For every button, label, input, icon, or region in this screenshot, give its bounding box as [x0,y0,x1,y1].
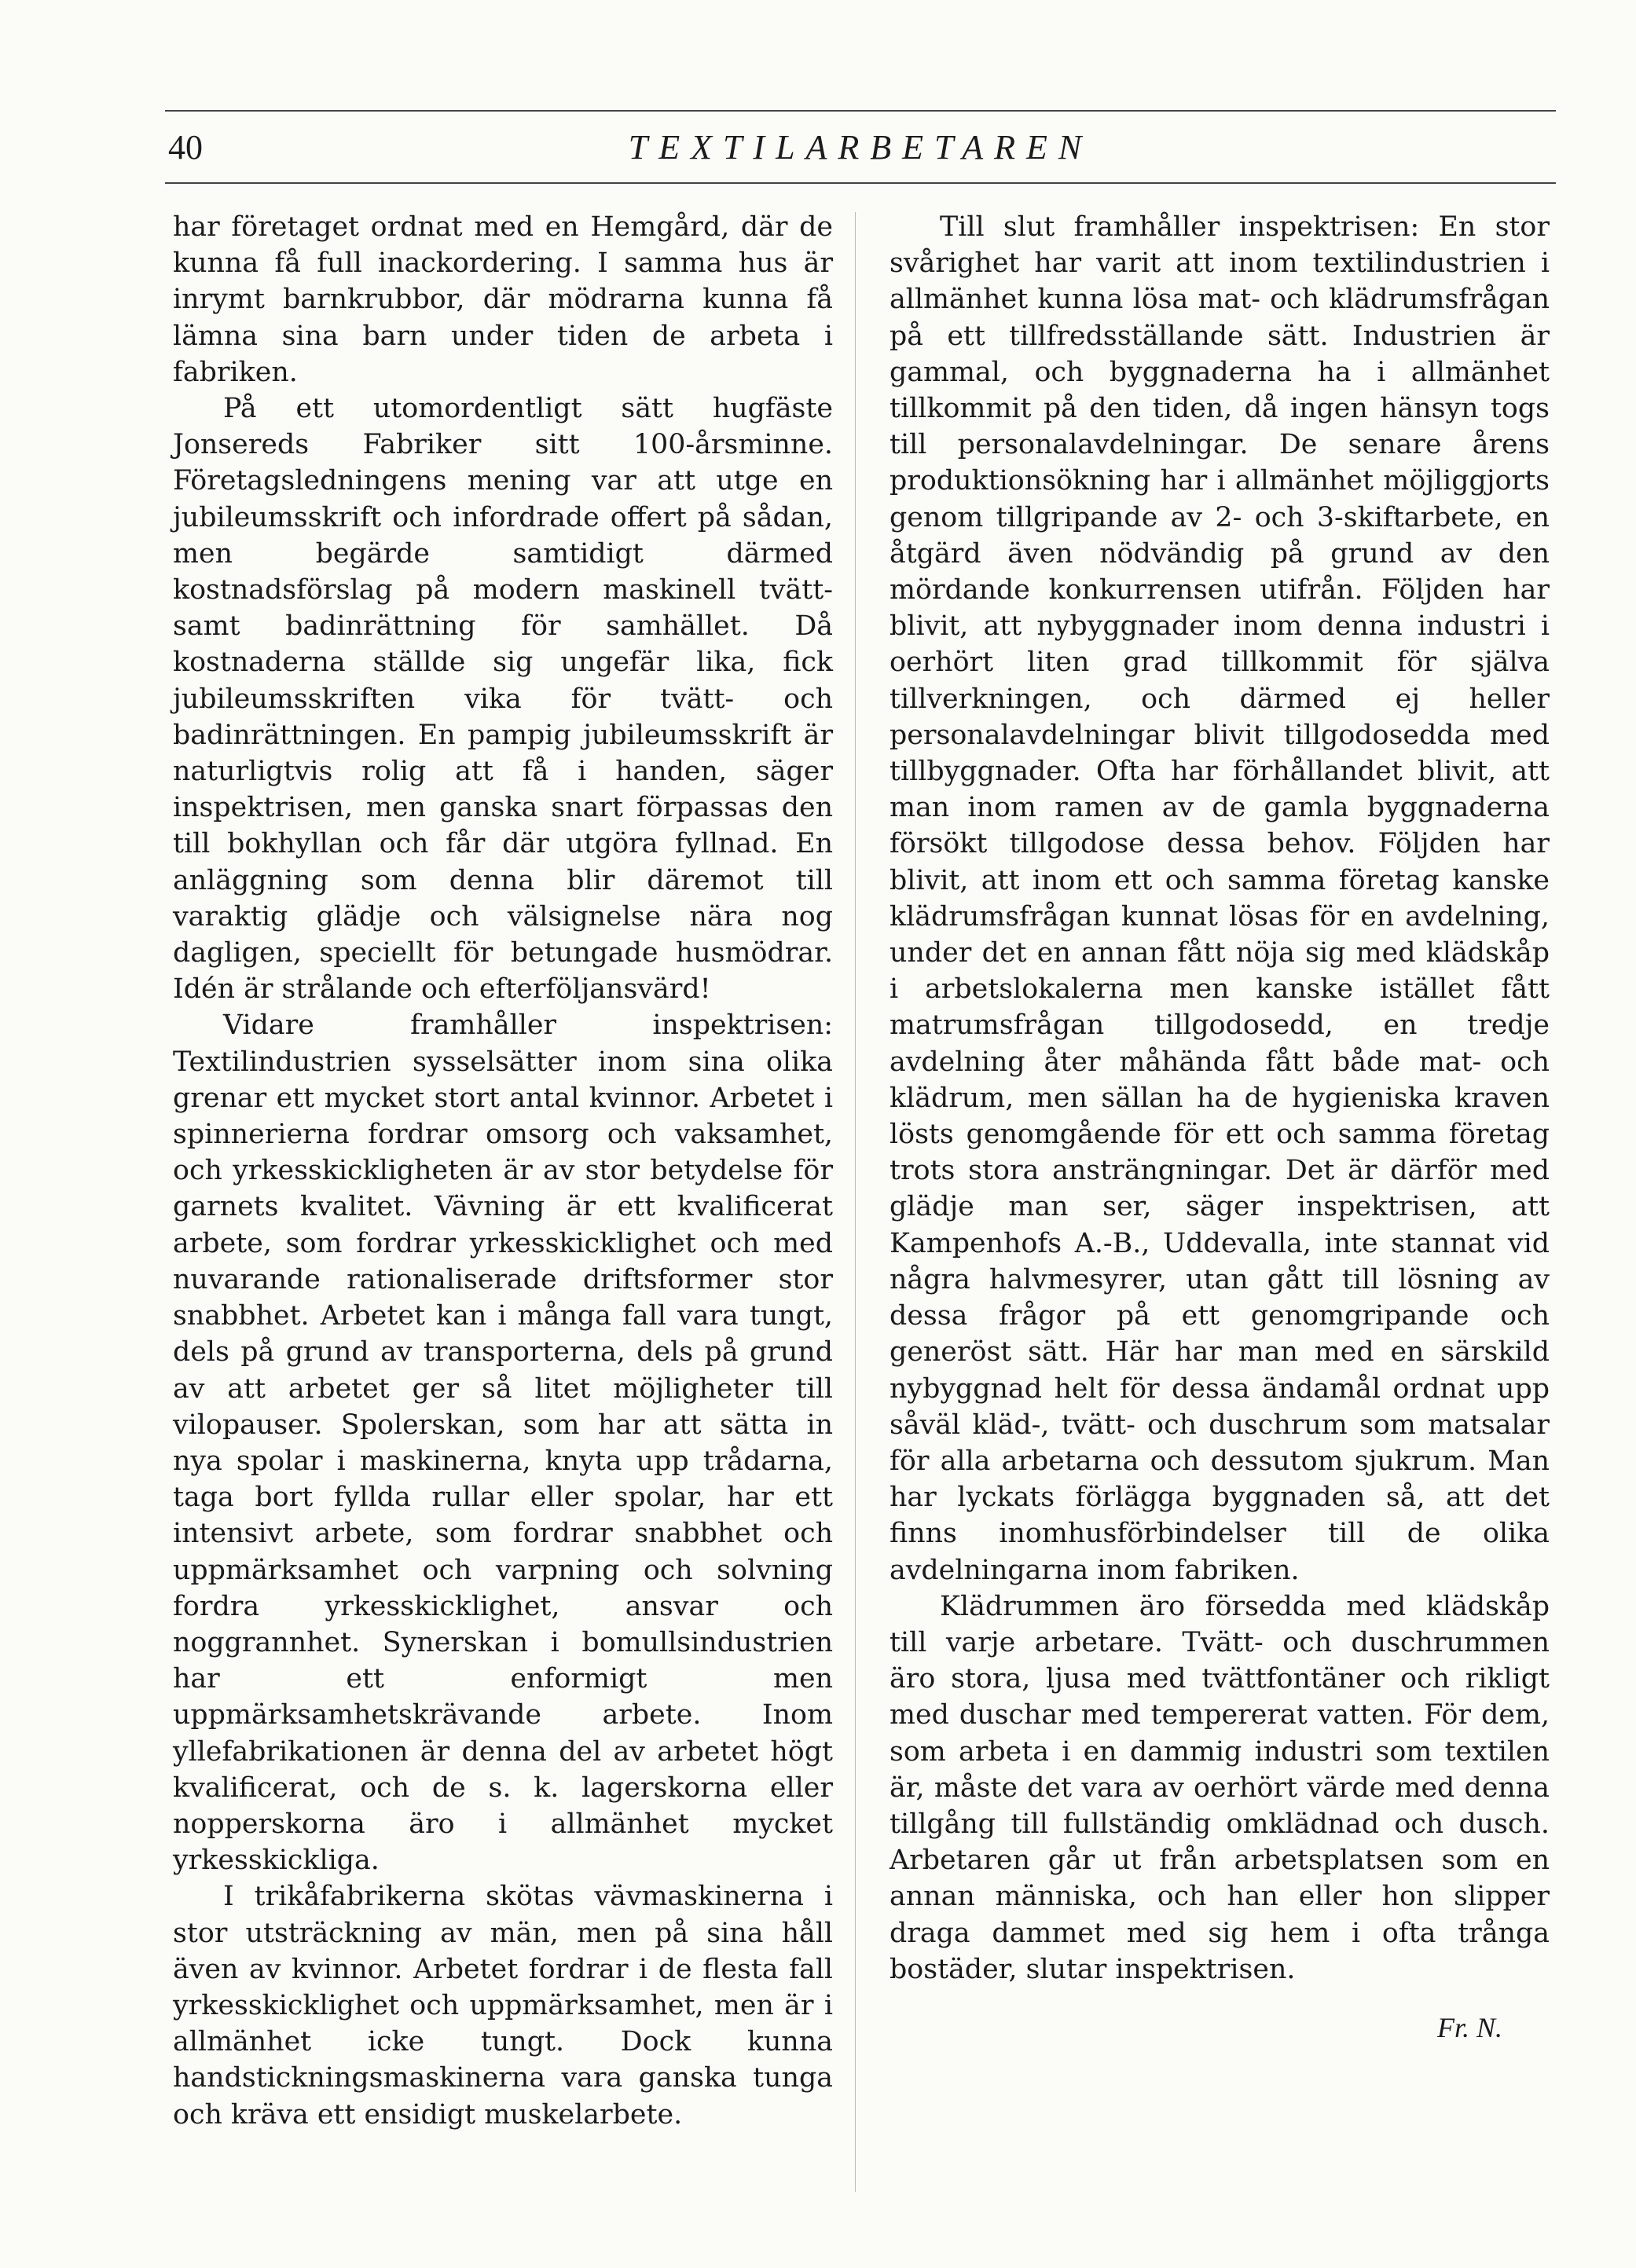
paragraph: I trikåfabrikerna skötas vävmaskinerna i stor utsträckning av män, men på sina håll även av kvinnor. Arbetet fordrar i de flesta fall yrkesskicklighet och uppmärksamhet, men är i allmänhet icke tungt. Dock kunna handstickningsmaskinerna vara ganska tunga och kräva ett ensidigt muskelarbete. [173,1881,833,2131]
journal-page [165,110,1556,2200]
journal-title: TEXTILARBETAREN [628,128,1093,167]
author-signature: Fr. N. [1436,2011,1502,2043]
right-column [890,209,1550,2046]
paragraph: Till slut framhåller inspektrisen: En stor svårighet har varit att inom textilindustrien i allmänhet kunna lösa mat- och klädrumsfrågan på ett tillfredsställande sätt. Industrien är gammal, och byggnaderna ha i allmänhet tillkommit på den tiden, då ingen hänsyn togs till personalavdelningar. De senare årens produktionsökning har i allmänhet möjliggjorts genom tillgripande av 2- och 3-skiftarbete, en åtgärd även nödvändig på grund av den mördande konkurrensen utifrån. Följden har blivit, att nybyggnader inom denna industri i oerhört liten grad tillkommit för själva tillverkningen, och därmed ej heller personalavdelningar blivit tillgodosedda med tillbyggnader. Ofta har förhållandet blivit, att man inom ramen av de gamla byggnaderna försökt tillgodose dessa behov. Följden har blivit, att inom ett och samma företag kanske klädrumsfrågan kunnat lösas för en avdelning, under det en annan fått nöja sig med klädskåp i arbetslokalerna men kanske istället fått matrumsfrågan tillgodosedd, en tredje avdelning åter måhända fått både mat- och klädrum, men sällan ha de hygieniska kraven lösts genomgående för ett och samma företag trots stora ansträngningar. Det är därför med glädje man ser, säger inspektrisen, att Kampenhofs A.-B., Uddevalla, inte stannat vid några halvmesyrer, utan gått till lösning av dessa frågor på ett genomgripande och generöst sätt. Här har man med en särskild nybyggnad helt för dessa ändamål ordnat upp såväl kläd-, tvätt- och duschrum som matsalar för alla arbetarna och dessutom sjukrum. Man har lyckats förlägga byggnaden så, att det finns inomhusförbindelser till de olika avdelningarna inom fabriken. [890,211,1550,1586]
paragraph: Vidare framhåller inspektrisen: Textilindustrien sysselsätter inom sina olika grenar ett mycket stort antal kvinnor. Arbetet i spinnerierna fordrar omsorg och vaksamhet, och yrkesskickligheten är av stor betydelse för garnets kvalitet. Vävning är ett kvalificerat arbete, som fordrar yrkesskicklighet och med nuvarande rationaliserade driftsformer stor snabbhet. Arbetet kan i många fall vara tungt, dels på grund av transporterna, dels på grund av att arbetet ger så litet möjligheter till vilopauser. Spolerskan, som har att sätta in nya spolar i maskinerna, knyta upp trådarna, taga bort fyllda rullar eller spolar, har ett intensivt arbete, som fordrar snabbhet och uppmärksamhet och varpning och solvning fordra yrkesskicklighet, ansvar och noggrannhet. Synerskan i bomullsindustrien har ett enformigt men uppmärksamhetskrävande arbete. Inom yllefabrikationen är denna del av arbetet högt kvalificerat, och de s. k. lagerskorna eller nopperskorna äro i allmänhet mycket yrkesskickliga. [173,1009,833,1877]
paragraph: har företaget ordnat med en Hemgård, där de kunna få full inackordering. I samma hus är inrymt barnkrubbor, där mödrarna kunna få lämna sina barn under tiden de arbeta i fabriken. [173,211,833,388]
left-column [173,209,833,2133]
running-header [165,110,1556,184]
paragraph: På ett utomordentligt sätt hugfäste Jonsereds Fabriker sitt 100-årsminne. Företagsledningens mening var att utge en jubileumsskrift och infordrade offert på sådan, men begärde samtidigt därmed kostnadsförslag på modern maskinell tvätt- samt badinrättning för samhället. Då kostnaderna ställde sig ungefär lika, fick jubileumsskriften vika för tvätt- och badinrättningen. En pampig jubileumsskrift är naturligtvis rolig att få i handen, säger inspektrisen, men ganska snart förpassas den till bokhyllan och får där utgöra fyllnad. En anläggning som denna blir däremot till varaktig glädje och välsignelse nära nog dagligen, speciellt för betungade husmödrar. Idén är strålande och efterföljansvärd! [173,393,833,1006]
paragraph: Klädrummen äro försedda med klädskåp till varje arbetare. Tvätt- och duschrummen äro stora, ljusa med tvättfontäner och rikligt med duschar med tempererat vatten. För dem, som arbeta i en dammig industri som textilen är, måste det vara av oerhört värde med denna tillgång till fullständig omklädnad och dusch. Arbetaren går ut från arbetsplatsen som en annan människa, och han eller hon slipper draga dammet med sig hem i ofta trånga bostäder, slutar inspektrisen. [890,1590,1550,1985]
page-number: 40 [168,128,203,167]
column-divider [855,212,856,2192]
